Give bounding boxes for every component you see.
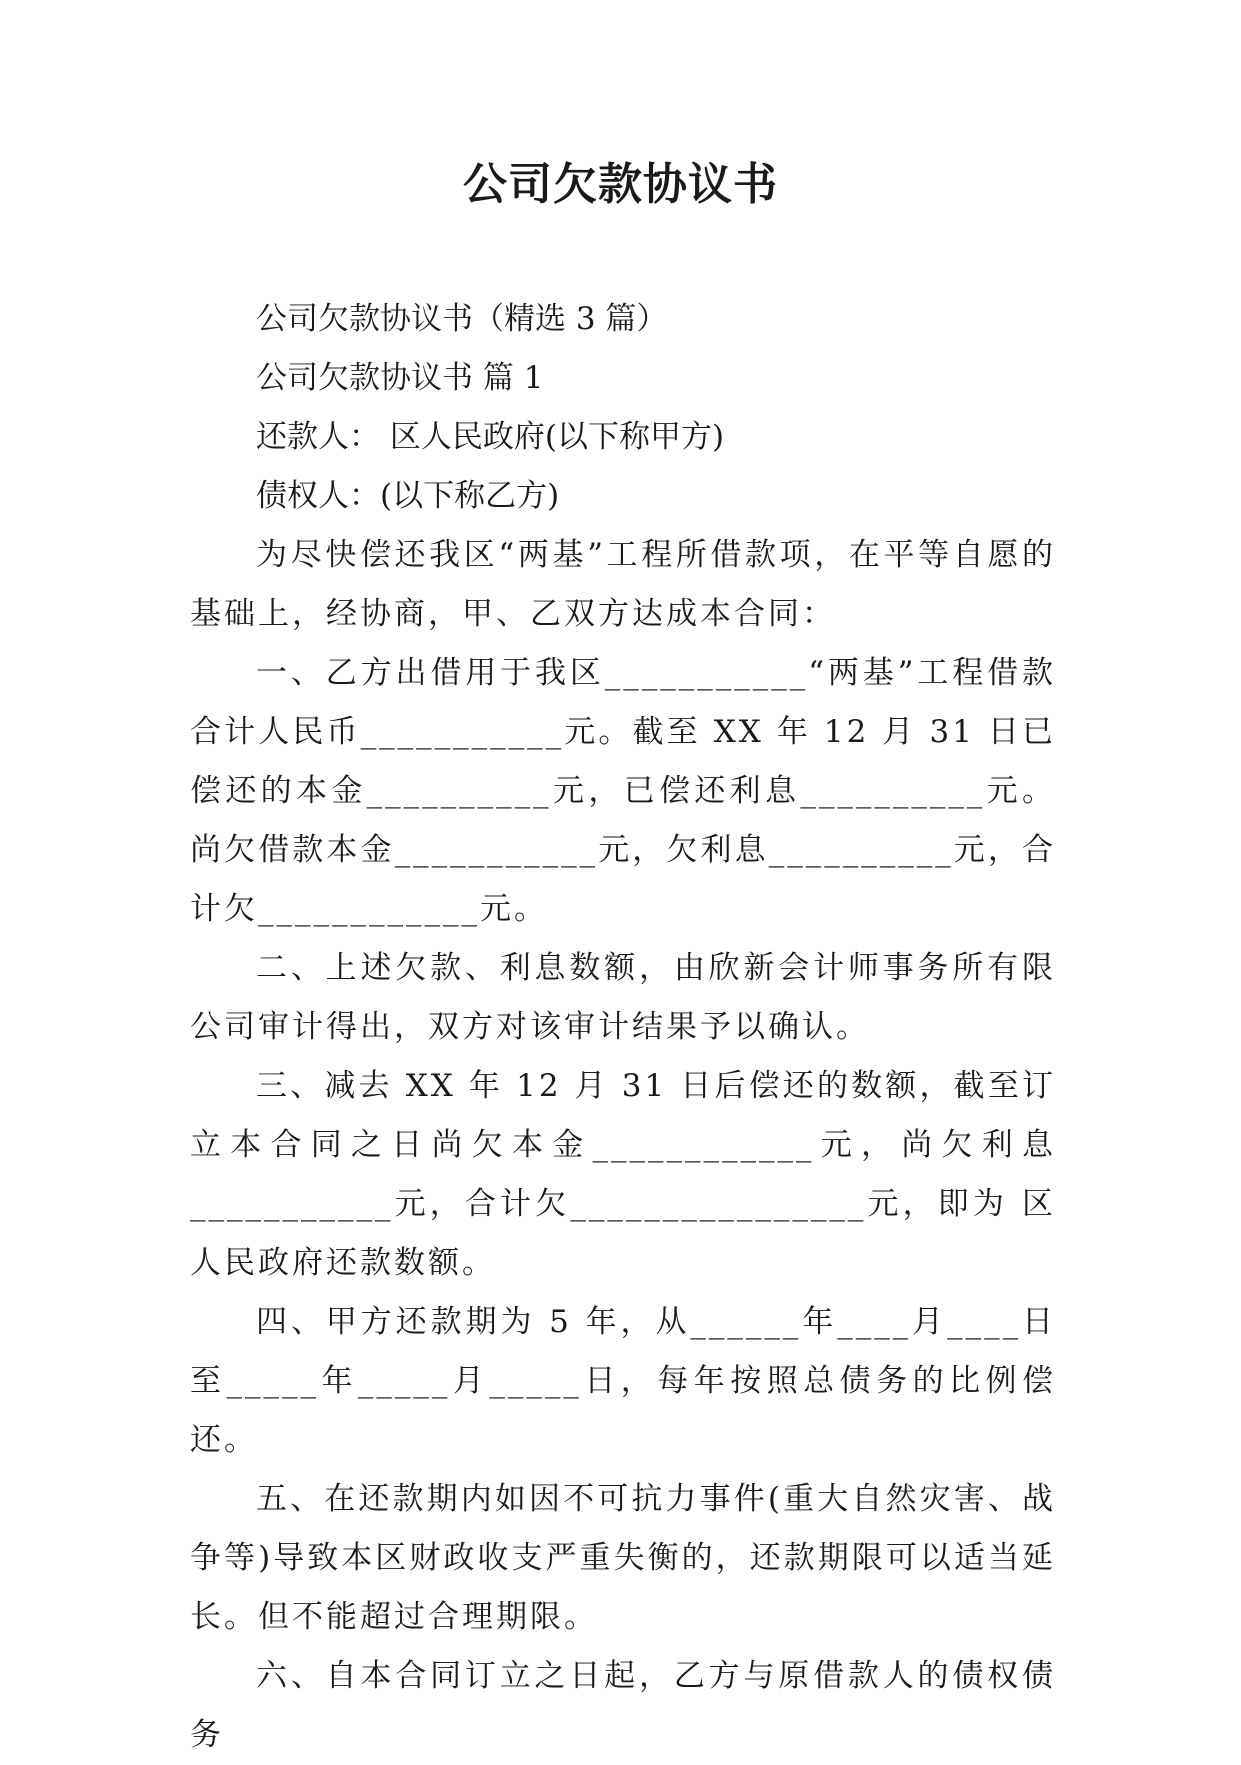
clause-2: 二、上述欠款、利息数额，由欣新会计师事务所有限公司审计得出，双方对该审计结果予以确认。 [190,950,1056,1045]
document-subtitle: 公司欠款协议书（精选 3 篇） [256,301,668,337]
clause-1: 一、乙方出借用于我区___________“两基”工程借款合计人民币___________元。截至 XX 年 12 月 31 日已偿还的本金__________元，已偿还利息__________元。尚欠借款本金___________元，欠利息__________元，合计欠____________元。 [190,655,1056,927]
clause-5: 五、在还款期内如因不可抗力事件(重大自然灾害、战争等)导致本区财政收支严重失衡的，还款期限可以适当延长。但不能超过合理期限。 [190,1481,1056,1635]
section-heading: 公司欠款协议书 篇 1 [256,360,544,396]
document-title: 公司欠款协议书 [463,159,778,210]
document-body [190,290,1056,1765]
clause-6: 六、自本合同订立之日起，乙方与原借款人的债权债务 [190,1658,1056,1753]
creditor-line: 债权人：(以下称乙方) [256,478,560,514]
debtor-line: 还款人： 区人民政府(以下称甲方) [256,419,725,455]
paragraph-intro: 为尽快偿还我区“两基”工程所借款项，在平等自愿的基础上，经协商，甲、乙双方达成本合同： [190,537,1056,632]
clause-4: 四、甲方还款期为 5 年，从______年____月____日至_____年_____月_____日，每年按照总债务的比例偿还。 [190,1304,1056,1458]
clause-3: 三、减去 XX 年 12 月 31 日后偿还的数额，截至订立本合同之日尚欠本金____________元，尚欠利息___________元，合计欠________________元，即为 区人民政府还款数额。 [190,1068,1056,1281]
